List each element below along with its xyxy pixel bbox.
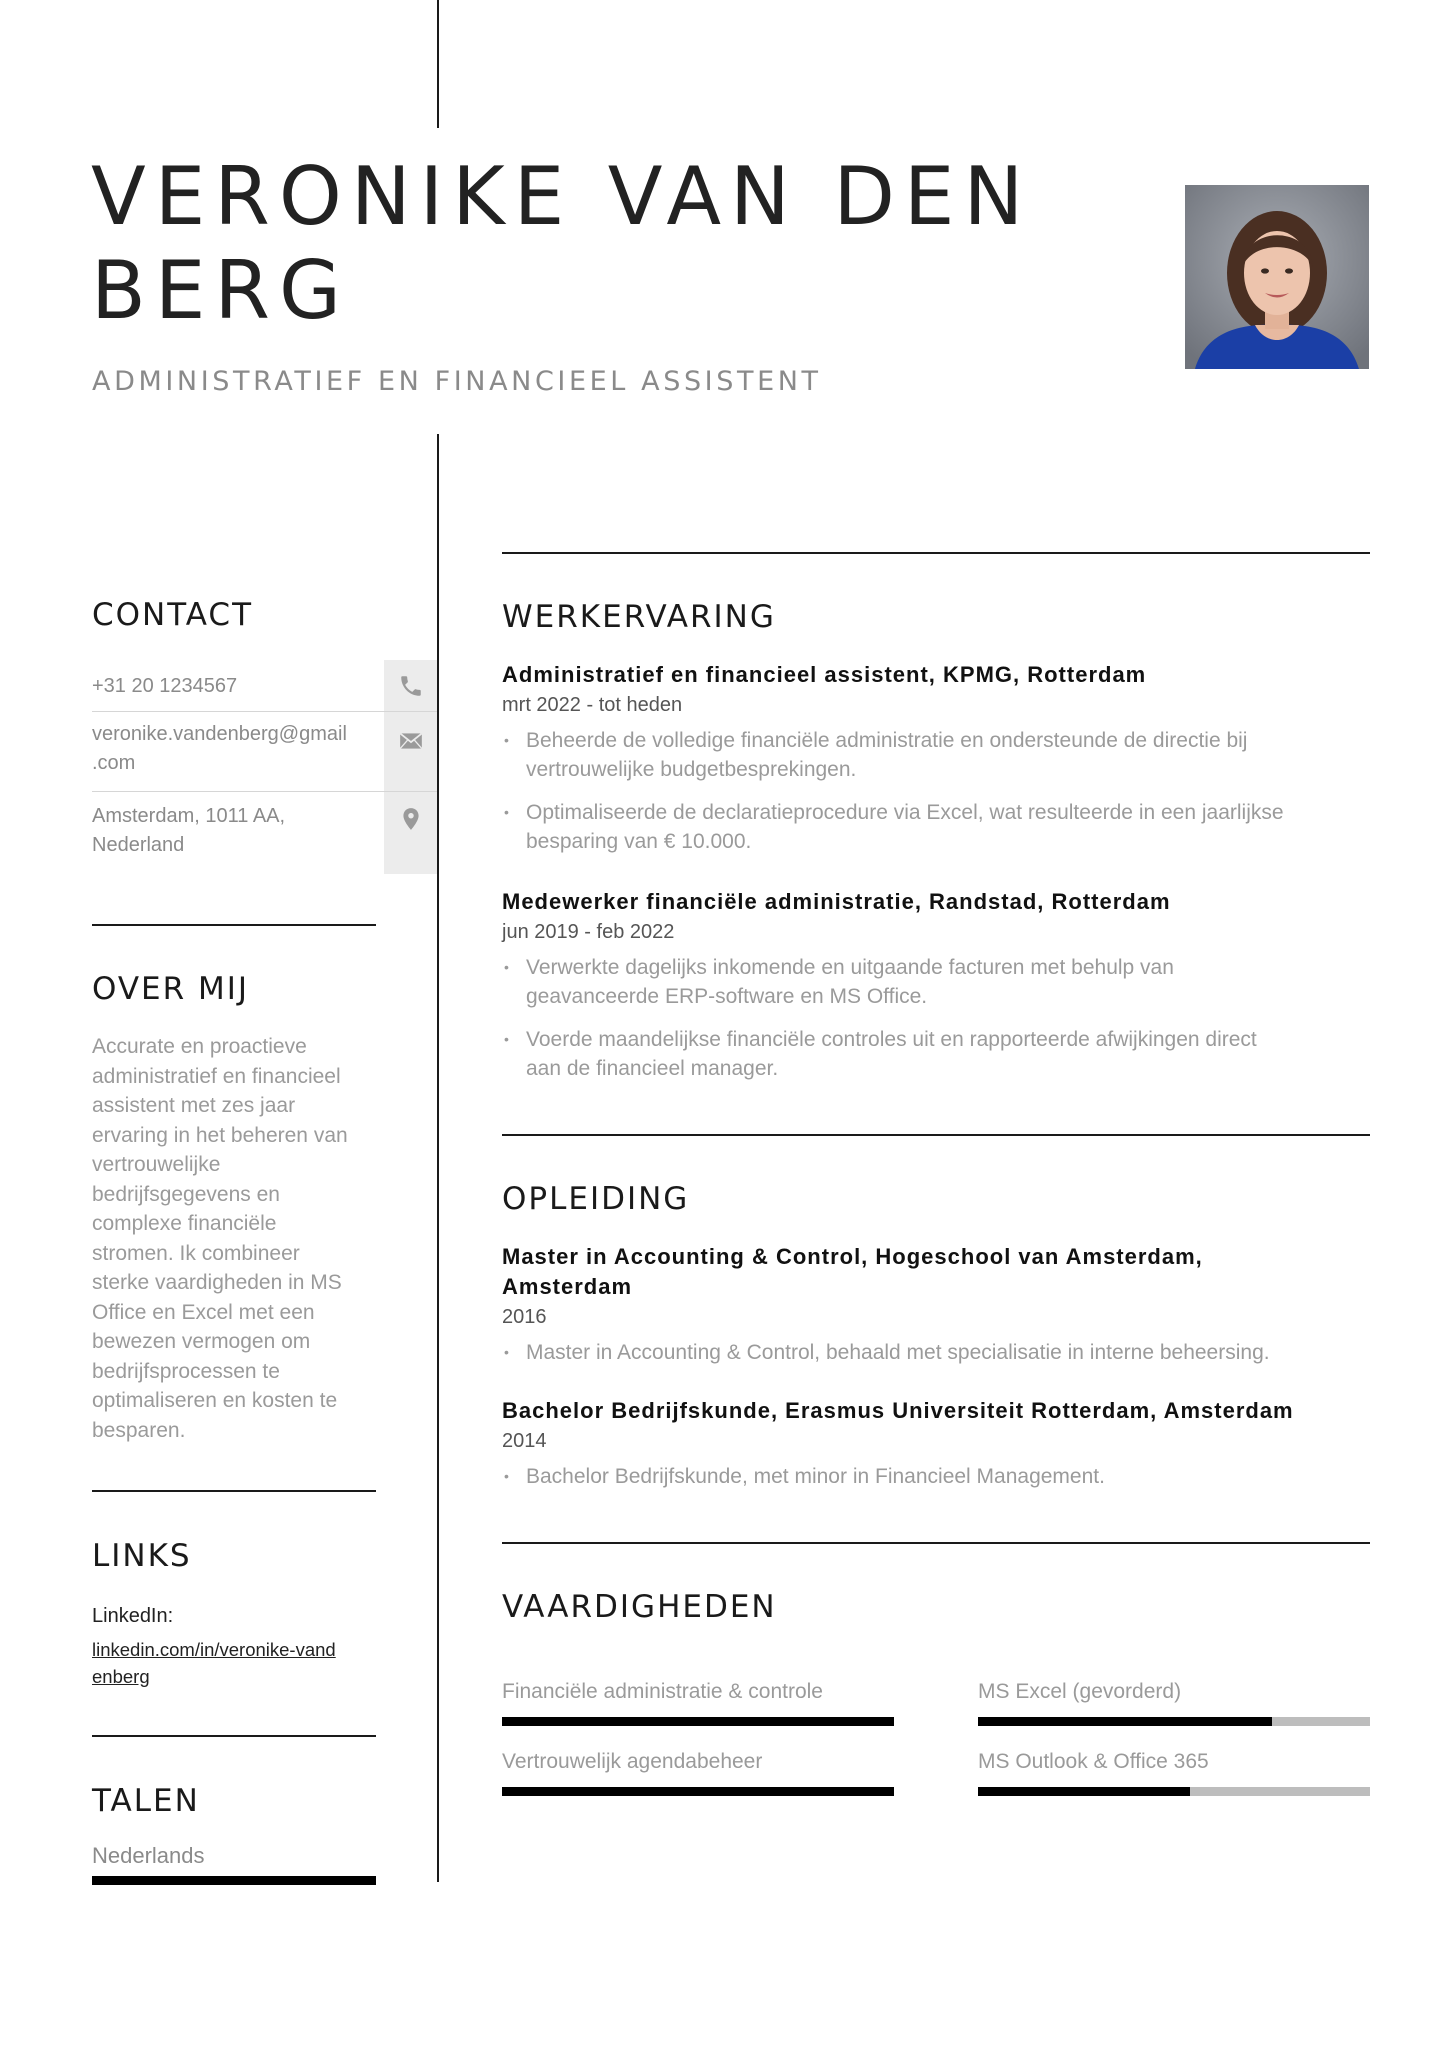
about-line: complexe financiële — [92, 1212, 277, 1235]
linkedin-link[interactable] — [92, 1636, 376, 1690]
language-level-fill — [92, 1876, 376, 1885]
contact-email-row — [92, 712, 437, 792]
bullet-line: • Optimaliseerde de declaratieprocedure via Excel, wat resulteerde in een jaarlijkse — [526, 801, 1284, 824]
skills-heading: VAARDIGHEDEN — [502, 1589, 777, 1625]
education-entry — [502, 1396, 1370, 1491]
about-line: sterke vaardigheden in MS — [92, 1271, 342, 1294]
about-line: bewezen vermogen om — [92, 1330, 311, 1353]
phone-icon-cell — [384, 660, 437, 711]
skill-label: MS Outlook & Office 365 — [978, 1750, 1209, 1773]
bullet-line: • Voerde maandelijkse financiële controles uit en rapporteerde afwijkingen direct — [526, 1028, 1257, 1051]
name-line-1: VERONIKE VAN DEN — [91, 150, 1033, 243]
phone-icon — [398, 673, 424, 699]
bullet-line: aan de financieel manager. — [526, 1057, 779, 1080]
language-label: Nederlands — [92, 1843, 205, 1868]
profile-photo — [1185, 185, 1369, 369]
skill-level-bar — [978, 1787, 1370, 1796]
education-year: 2016 — [502, 1306, 547, 1328]
education-heading: OPLEIDING — [502, 1181, 690, 1217]
column-divider-line — [437, 434, 439, 1882]
skill-level-fill — [502, 1717, 894, 1726]
education-bullet: • Master in Accounting & Control, behaald met specialisatie in interne beheersing. — [502, 1338, 1370, 1367]
bullet-line: geavanceerde ERP-software en MS Office. — [526, 985, 928, 1008]
contact-address-row — [92, 792, 437, 874]
about-divider — [92, 1490, 376, 1492]
candidate-name — [91, 150, 1051, 338]
job-entry — [502, 887, 1370, 1083]
skill-level-fill — [978, 1787, 1190, 1796]
about-line: administratief en financieel — [92, 1064, 341, 1088]
skill-item — [502, 1677, 894, 1726]
email-address[interactable] — [92, 720, 384, 778]
address — [92, 802, 384, 860]
skill-item — [978, 1677, 1370, 1726]
education-year: 2014 — [502, 1430, 547, 1452]
education-entry — [502, 1242, 1370, 1367]
contact-phone-row — [92, 660, 437, 712]
top-divider-line — [437, 0, 439, 128]
skill-level-bar — [502, 1787, 894, 1796]
job-bullet — [502, 1025, 1370, 1083]
about-line: vertrouwelijke — [92, 1153, 221, 1176]
job-dates: mrt 2022 - tot heden — [502, 694, 683, 716]
linkedin-label: LinkedIn: — [92, 1605, 174, 1627]
skill-label: Financiële administratie & controle — [502, 1680, 823, 1703]
education-bullet: • Bachelor Bedrijfskunde, met minor in Financieel Management. — [502, 1462, 1370, 1491]
job-entry — [502, 660, 1370, 856]
bullet-line: vertrouwelijke budgetbesprekingen. — [526, 758, 857, 781]
email-line-2: .com — [92, 752, 136, 774]
skill-label: Vertrouwelijk agendabeheer — [502, 1750, 763, 1773]
email-line-1: veronike.vandenberg@gmail — [92, 723, 347, 745]
skill-level-fill — [502, 1787, 894, 1796]
about-line: stromen. Ik combineer — [92, 1241, 300, 1265]
portrait-image — [1185, 185, 1369, 369]
education-title-line-1: Bachelor Bedrijfskunde, Erasmus Universiteit Rotterdam, Amsterdam — [502, 1398, 1294, 1423]
name-line-2: BERG — [91, 244, 351, 337]
links-heading: LINKS — [92, 1538, 192, 1574]
contact-heading: CONTACT — [92, 597, 254, 633]
linkedin-link-line-1[interactable]: linkedin.com/in/veronike-vand — [92, 1639, 336, 1660]
experience-top-divider — [502, 552, 1370, 554]
phone-number[interactable]: +31 20 1234567 — [92, 675, 238, 697]
skill-level-bar — [978, 1717, 1370, 1726]
links-divider — [92, 1735, 376, 1737]
bullet-line: • Beheerde de volledige financiële administratie en ondersteunde de directie bij — [526, 729, 1248, 752]
skill-label: MS Excel (gevorderd) — [978, 1680, 1182, 1703]
job-title: Administratief en financieel assistent, KPMG, Rotterdam — [502, 662, 1147, 687]
experience-divider — [502, 1134, 1370, 1136]
linkedin-link-line-2[interactable]: enberg — [92, 1666, 150, 1687]
address-line-2: Nederland — [92, 834, 185, 856]
bullet-line: besparing van € 10.000. — [526, 830, 752, 853]
experience-heading: WERKERVARING — [502, 599, 776, 635]
job-dates: jun 2019 - feb 2022 — [502, 921, 675, 943]
about-heading: OVER MIJ — [92, 971, 250, 1007]
job-title: ADMINISTRATIEF EN FINANCIEEL ASSISTENT — [92, 366, 822, 397]
about-line: Office en Excel met een — [92, 1300, 315, 1324]
about-line: ervaring in het beheren van — [92, 1123, 348, 1147]
address-line-1: Amsterdam, 1011 AA, — [92, 805, 286, 827]
about-line: bedrijfsgegevens en — [92, 1182, 280, 1206]
job-title: Medewerker financiële administratie, Randstad, Rotterdam — [502, 889, 1171, 914]
languages-heading: TALEN — [92, 1783, 200, 1819]
skill-level-bar — [502, 1717, 894, 1726]
location-icon — [398, 806, 424, 832]
mail-icon-cell — [384, 712, 437, 791]
about-line: besparen. — [92, 1418, 186, 1442]
language-level-bar — [92, 1876, 376, 1885]
about-line: optimaliseren en kosten te — [92, 1389, 338, 1412]
mail-icon — [398, 728, 424, 754]
education-title-line-1: Master in Accounting & Control, Hogeschool van Amsterdam, — [502, 1244, 1203, 1269]
about-line: assistent met zes jaar — [92, 1094, 296, 1117]
job-bullet — [502, 798, 1370, 856]
education-title-line-2: Amsterdam — [502, 1274, 633, 1299]
skill-item — [502, 1747, 894, 1796]
about-line: Accurate en proactieve — [92, 1035, 307, 1058]
about-line: bedrijfsprocessen te — [92, 1359, 280, 1383]
education-divider — [502, 1542, 1370, 1544]
job-bullet — [502, 953, 1370, 1011]
bullet-line: • Verwerkte dagelijks inkomende en uitgaande facturen met behulp van — [526, 956, 1174, 979]
contact-divider — [92, 924, 376, 926]
skill-item — [978, 1747, 1370, 1796]
skill-level-fill — [978, 1717, 1272, 1726]
job-bullet — [502, 726, 1370, 784]
about-text — [92, 1032, 376, 1445]
location-icon-cell — [384, 792, 437, 874]
